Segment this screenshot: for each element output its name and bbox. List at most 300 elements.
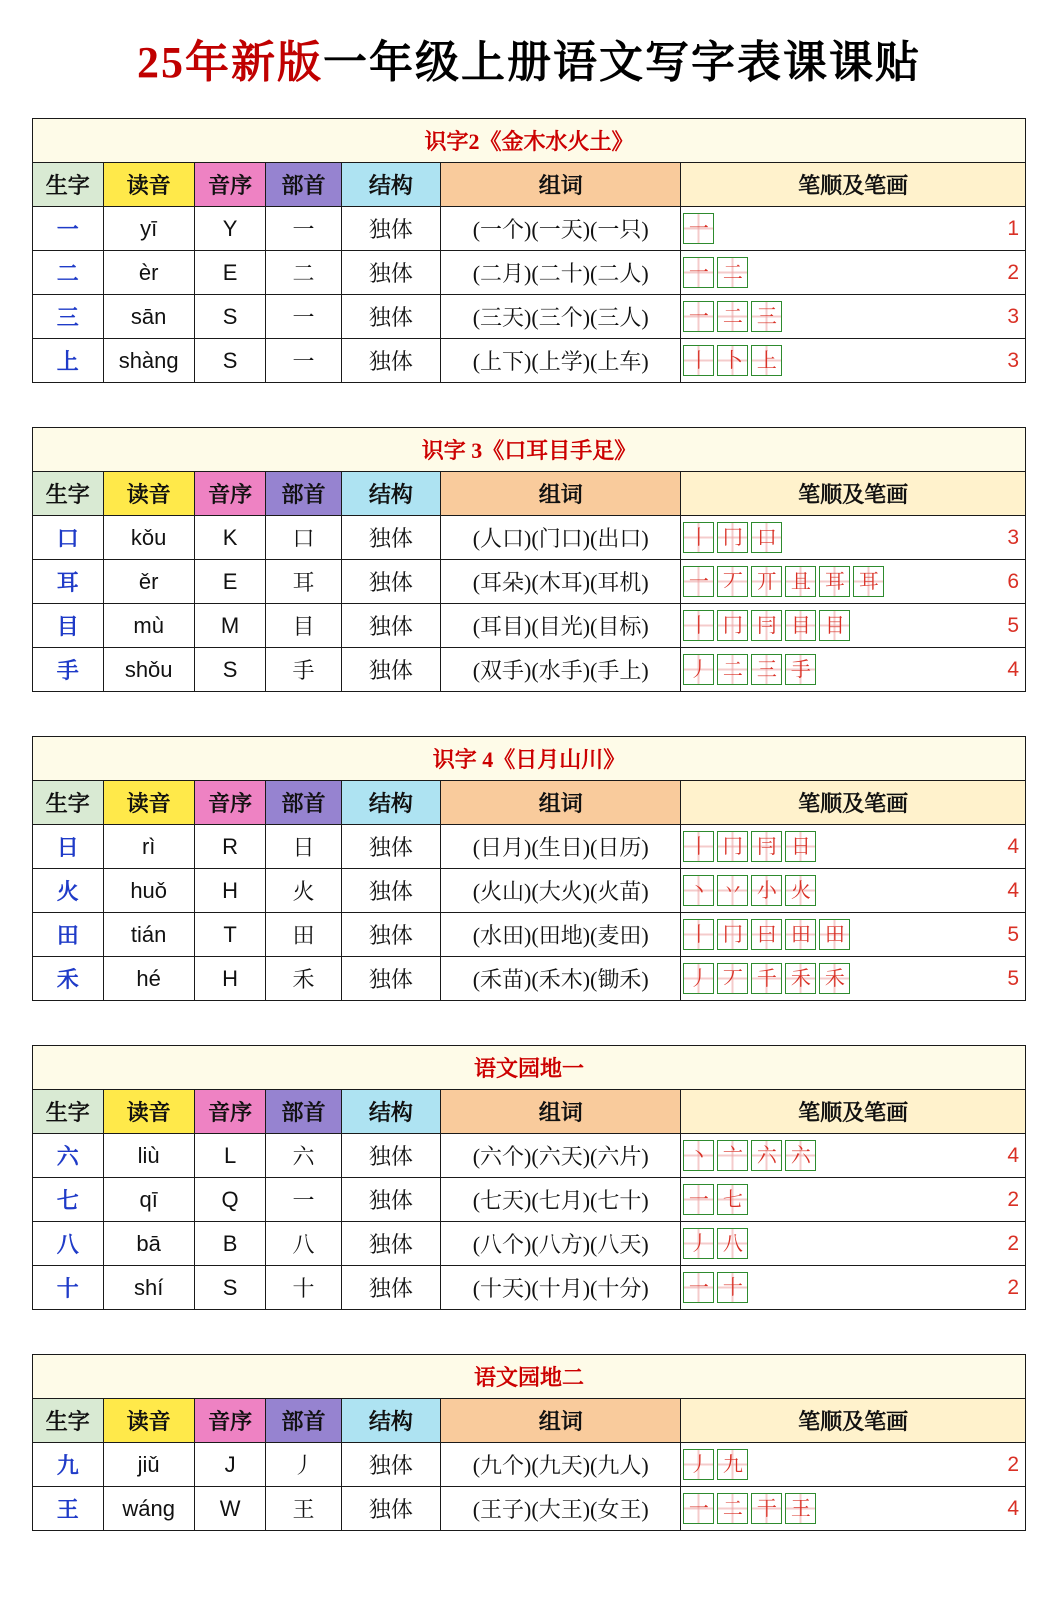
column-header-pinyin: 读音 (103, 163, 194, 207)
stroke-practice-box: 千 (751, 963, 782, 994)
structure-cell: 独体 (341, 339, 440, 383)
stroke-order-cell (681, 560, 1026, 604)
stroke-practice-box: 火 (785, 875, 816, 906)
table-row (33, 339, 1026, 383)
character-cell: 火 (33, 869, 104, 913)
alphabetical-initial-cell: S (194, 1266, 265, 1310)
alphabetical-initial-cell: R (194, 825, 265, 869)
column-header-hanzi: 生字 (33, 1090, 104, 1134)
stroke-practice-box: 丿 (683, 1449, 714, 1480)
table-row (33, 516, 1026, 560)
radical-cell: 耳 (266, 560, 341, 604)
stroke-practice-box: 目 (819, 610, 850, 641)
column-header-strokes: 笔顺及笔画 (681, 1399, 1026, 1443)
stroke-order-cell (681, 957, 1026, 1001)
stroke-practice-box: 一 (683, 257, 714, 288)
column-header-structure: 结构 (341, 1090, 440, 1134)
stroke-order-cell (681, 516, 1026, 560)
alphabetical-initial-cell: H (194, 957, 265, 1001)
pinyin-cell: sān (103, 295, 194, 339)
stroke-order-cell (681, 825, 1026, 869)
pinyin-cell: hé (103, 957, 194, 1001)
alphabetical-initial-cell: M (194, 604, 265, 648)
column-header-strokes: 笔顺及笔画 (681, 1090, 1026, 1134)
table-row (33, 648, 1026, 692)
stroke-count: 4 (1007, 1143, 1019, 1167)
radical-cell: 二 (266, 251, 341, 295)
stroke-practice-box: 一 (683, 1184, 714, 1215)
stroke-practice-box: 冂 (717, 522, 748, 553)
stroke-practice-box: 七 (717, 1184, 748, 1215)
stroke-practice-box: 干 (751, 1493, 782, 1524)
word-combinations-cell: (耳朵)(木耳)(耳机) (441, 560, 681, 604)
column-header-words: 组词 (441, 781, 681, 825)
character-cell: 二 (33, 251, 104, 295)
section-title-row (33, 1355, 1026, 1399)
stroke-count: 2 (1007, 1231, 1019, 1255)
radical-cell: 手 (266, 648, 341, 692)
stroke-practice-box: 丌 (751, 566, 782, 597)
alphabetical-initial-cell: S (194, 648, 265, 692)
stroke-practice-box: 三 (751, 654, 782, 685)
stroke-count: 5 (1007, 966, 1019, 990)
stroke-order-cell (681, 339, 1026, 383)
column-header-hanzi: 生字 (33, 163, 104, 207)
stroke-order-sequence (683, 257, 1023, 288)
pinyin-cell: yī (103, 207, 194, 251)
stroke-count: 5 (1007, 922, 1019, 946)
structure-cell: 独体 (341, 1443, 440, 1487)
radical-cell: 王 (266, 1487, 341, 1531)
stroke-order-cell (681, 869, 1026, 913)
section-title-row (33, 119, 1026, 163)
stroke-order-cell (681, 1178, 1026, 1222)
column-header-row (33, 472, 1026, 516)
column-header-structure: 结构 (341, 781, 440, 825)
stroke-count: 2 (1007, 1187, 1019, 1211)
pinyin-cell: shí (103, 1266, 194, 1310)
structure-cell: 独体 (341, 207, 440, 251)
stroke-order-sequence (683, 654, 1023, 685)
stroke-practice-box: 冃 (751, 610, 782, 641)
character-cell: 七 (33, 1178, 104, 1222)
stroke-practice-box: 耳 (819, 566, 850, 597)
column-header-words: 组词 (441, 1399, 681, 1443)
stroke-order-cell (681, 1487, 1026, 1531)
alphabetical-initial-cell: J (194, 1443, 265, 1487)
column-header-radical: 部首 (266, 472, 341, 516)
table-row (33, 869, 1026, 913)
stroke-count: 3 (1007, 525, 1019, 549)
stroke-practice-box: 禾 (785, 963, 816, 994)
column-header-initial: 音序 (194, 472, 265, 516)
radical-cell: 目 (266, 604, 341, 648)
stroke-practice-box: 田 (819, 919, 850, 950)
section-title: 识字2《金木水火土》 (33, 119, 1026, 163)
structure-cell: 独体 (341, 251, 440, 295)
word-combinations-cell: (日月)(生日)(日历) (441, 825, 681, 869)
stroke-practice-box: 丨 (683, 610, 714, 641)
alphabetical-initial-cell: H (194, 869, 265, 913)
column-header-structure: 结构 (341, 163, 440, 207)
stroke-order-cell (681, 604, 1026, 648)
stroke-practice-box: 口 (751, 522, 782, 553)
character-cell: 三 (33, 295, 104, 339)
stroke-practice-box: 禾 (819, 963, 850, 994)
stroke-practice-box: 日 (785, 831, 816, 862)
pinyin-cell: kǒu (103, 516, 194, 560)
column-header-structure: 结构 (341, 472, 440, 516)
stroke-count: 6 (1007, 569, 1019, 593)
table-row (33, 1134, 1026, 1178)
stroke-practice-box: 曰 (751, 919, 782, 950)
stroke-count: 4 (1007, 657, 1019, 681)
stroke-practice-box: 六 (751, 1140, 782, 1171)
word-combinations-cell: (双手)(水手)(手上) (441, 648, 681, 692)
stroke-order-cell (681, 295, 1026, 339)
stroke-practice-box: 冃 (751, 831, 782, 862)
section-title: 语文园地一 (33, 1046, 1026, 1090)
pinyin-cell: mù (103, 604, 194, 648)
stroke-practice-box: 亠 (717, 1140, 748, 1171)
character-cell: 禾 (33, 957, 104, 1001)
alphabetical-initial-cell: K (194, 516, 265, 560)
structure-cell: 独体 (341, 913, 440, 957)
stroke-practice-box: 九 (717, 1449, 748, 1480)
column-header-strokes: 笔顺及笔画 (681, 472, 1026, 516)
word-combinations-cell: (九个)(九天)(九人) (441, 1443, 681, 1487)
column-header-words: 组词 (441, 163, 681, 207)
pinyin-cell: bā (103, 1222, 194, 1266)
stroke-practice-box: 丿 (683, 963, 714, 994)
stroke-order-sequence (683, 1272, 1023, 1303)
stroke-order-sequence (683, 1184, 1023, 1215)
stroke-practice-box: 二 (717, 301, 748, 332)
stroke-practice-box: 小 (751, 875, 782, 906)
stroke-practice-box: 丿 (683, 1228, 714, 1259)
alphabetical-initial-cell: T (194, 913, 265, 957)
stroke-practice-box: 耳 (853, 566, 884, 597)
column-header-radical: 部首 (266, 1090, 341, 1134)
radical-cell: 火 (266, 869, 341, 913)
stroke-practice-box: 一 (683, 213, 714, 244)
section-title: 识字 4《日月山川》 (33, 737, 1026, 781)
stroke-order-cell (681, 1443, 1026, 1487)
word-combinations-cell: (上下)(上学)(上车) (441, 339, 681, 383)
radical-cell: 一 (266, 207, 341, 251)
stroke-order-sequence (683, 345, 1023, 376)
alphabetical-initial-cell: E (194, 560, 265, 604)
stroke-count: 2 (1007, 1275, 1019, 1299)
section-title-row (33, 1046, 1026, 1090)
stroke-order-sequence (683, 213, 1023, 244)
word-combinations-cell: (十天)(十月)(十分) (441, 1266, 681, 1310)
character-cell: 九 (33, 1443, 104, 1487)
radical-cell: 八 (266, 1222, 341, 1266)
column-header-initial: 音序 (194, 1399, 265, 1443)
stroke-count: 2 (1007, 1452, 1019, 1476)
alphabetical-initial-cell: Y (194, 207, 265, 251)
stroke-order-sequence (683, 566, 1023, 597)
radical-cell: 六 (266, 1134, 341, 1178)
column-header-hanzi: 生字 (33, 781, 104, 825)
column-header-pinyin: 读音 (103, 1090, 194, 1134)
word-combinations-cell: (耳目)(目光)(目标) (441, 604, 681, 648)
stroke-count: 4 (1007, 878, 1019, 902)
column-header-row (33, 1399, 1026, 1443)
pinyin-cell: èr (103, 251, 194, 295)
table-row (33, 825, 1026, 869)
table-row (33, 1266, 1026, 1310)
table-row (33, 604, 1026, 648)
pinyin-cell: huǒ (103, 869, 194, 913)
stroke-order-sequence (683, 1493, 1023, 1524)
word-combinations-cell: (禾苗)(禾木)(锄禾) (441, 957, 681, 1001)
character-cell: 王 (33, 1487, 104, 1531)
stroke-practice-box: 丨 (683, 831, 714, 862)
structure-cell: 独体 (341, 825, 440, 869)
character-cell: 十 (33, 1266, 104, 1310)
stroke-order-sequence (683, 610, 1023, 641)
section-title: 识字 3《口耳目手足》 (33, 428, 1026, 472)
stroke-practice-box: 三 (751, 301, 782, 332)
column-header-strokes: 笔顺及笔画 (681, 163, 1026, 207)
word-combinations-cell: (六个)(六天)(六片) (441, 1134, 681, 1178)
character-cell: 田 (33, 913, 104, 957)
structure-cell: 独体 (341, 957, 440, 1001)
table-row (33, 1178, 1026, 1222)
character-cell: 一 (33, 207, 104, 251)
structure-cell: 独体 (341, 648, 440, 692)
pinyin-cell: shǒu (103, 648, 194, 692)
column-header-radical: 部首 (266, 781, 341, 825)
column-header-pinyin: 读音 (103, 1399, 194, 1443)
word-combinations-cell: (八个)(八方)(八天) (441, 1222, 681, 1266)
stroke-practice-box: 丨 (683, 522, 714, 553)
pinyin-cell: ěr (103, 560, 194, 604)
stroke-practice-box: 上 (751, 345, 782, 376)
structure-cell: 独体 (341, 516, 440, 560)
stroke-order-sequence (683, 522, 1023, 553)
column-header-words: 组词 (441, 472, 681, 516)
stroke-order-cell (681, 648, 1026, 692)
stroke-count: 5 (1007, 613, 1019, 637)
table-row (33, 251, 1026, 295)
lesson-table (32, 1354, 1026, 1531)
stroke-practice-box: 一 (683, 566, 714, 597)
column-header-hanzi: 生字 (33, 472, 104, 516)
stroke-practice-box: 一 (683, 1272, 714, 1303)
word-combinations-cell: (王子)(大王)(女王) (441, 1487, 681, 1531)
table-row (33, 913, 1026, 957)
lesson-table (32, 427, 1026, 692)
stroke-practice-box: 丿 (683, 654, 714, 685)
structure-cell: 独体 (341, 1134, 440, 1178)
stroke-order-sequence (683, 1449, 1023, 1480)
column-header-pinyin: 读音 (103, 472, 194, 516)
stroke-count: 2 (1007, 260, 1019, 284)
stroke-practice-box: 冂 (717, 610, 748, 641)
table-row (33, 957, 1026, 1001)
stroke-order-sequence (683, 1140, 1023, 1171)
word-combinations-cell: (一个)(一天)(一只) (441, 207, 681, 251)
section-title-row (33, 737, 1026, 781)
stroke-order-cell (681, 1222, 1026, 1266)
word-combinations-cell: (人口)(门口)(出口) (441, 516, 681, 560)
stroke-order-cell (681, 251, 1026, 295)
table-row (33, 1487, 1026, 1531)
stroke-practice-box: 丷 (717, 875, 748, 906)
stroke-practice-box: 目 (785, 610, 816, 641)
structure-cell: 独体 (341, 295, 440, 339)
page-title-text: 一年级上册语文写字表课课贴 (323, 38, 921, 87)
stroke-practice-box: 冂 (717, 831, 748, 862)
stroke-practice-box: 丶 (683, 1140, 714, 1171)
pinyin-cell: liù (103, 1134, 194, 1178)
radical-cell: 田 (266, 913, 341, 957)
character-cell: 日 (33, 825, 104, 869)
word-combinations-cell: (二月)(二十)(二人) (441, 251, 681, 295)
pinyin-cell: jiǔ (103, 1443, 194, 1487)
stroke-practice-box: 丶 (683, 875, 714, 906)
lesson-table (32, 736, 1026, 1001)
stroke-count: 3 (1007, 304, 1019, 328)
stroke-order-cell (681, 1134, 1026, 1178)
structure-cell: 独体 (341, 1222, 440, 1266)
table-row (33, 560, 1026, 604)
stroke-practice-box: 手 (785, 654, 816, 685)
alphabetical-initial-cell: L (194, 1134, 265, 1178)
word-combinations-cell: (水田)(田地)(麦田) (441, 913, 681, 957)
stroke-count: 4 (1007, 834, 1019, 858)
column-header-row (33, 781, 1026, 825)
pinyin-cell: wáng (103, 1487, 194, 1531)
column-header-words: 组词 (441, 1090, 681, 1134)
radical-cell: 十 (266, 1266, 341, 1310)
alphabetical-initial-cell: S (194, 339, 265, 383)
table-row (33, 1443, 1026, 1487)
stroke-practice-box: 一 (683, 301, 714, 332)
stroke-order-sequence (683, 963, 1023, 994)
stroke-practice-box: 丨 (683, 919, 714, 950)
table-row (33, 295, 1026, 339)
page-title-edition: 25年新版 (137, 38, 323, 87)
lesson-table (32, 1045, 1026, 1310)
stroke-order-sequence (683, 301, 1023, 332)
word-combinations-cell: (七天)(七月)(七十) (441, 1178, 681, 1222)
alphabetical-initial-cell: B (194, 1222, 265, 1266)
structure-cell: 独体 (341, 869, 440, 913)
character-cell: 上 (33, 339, 104, 383)
pinyin-cell: qī (103, 1178, 194, 1222)
table-row (33, 207, 1026, 251)
alphabetical-initial-cell: W (194, 1487, 265, 1531)
structure-cell: 独体 (341, 1266, 440, 1310)
stroke-practice-box: 丆 (717, 963, 748, 994)
structure-cell: 独体 (341, 604, 440, 648)
character-cell: 口 (33, 516, 104, 560)
stroke-order-sequence (683, 831, 1023, 862)
stroke-order-cell (681, 207, 1026, 251)
radical-cell: 一 (266, 339, 341, 383)
stroke-practice-box: 二 (717, 257, 748, 288)
structure-cell: 独体 (341, 1487, 440, 1531)
stroke-practice-box: 八 (717, 1228, 748, 1259)
stroke-practice-box: 卜 (717, 345, 748, 376)
pinyin-cell: shàng (103, 339, 194, 383)
column-header-row (33, 163, 1026, 207)
radical-cell: 口 (266, 516, 341, 560)
radical-cell: 日 (266, 825, 341, 869)
stroke-practice-box: 二 (717, 654, 748, 685)
stroke-order-cell (681, 913, 1026, 957)
word-combinations-cell: (火山)(大火)(火苗) (441, 869, 681, 913)
stroke-practice-box: 冂 (717, 919, 748, 950)
column-header-pinyin: 读音 (103, 781, 194, 825)
radical-cell: 一 (266, 1178, 341, 1222)
structure-cell: 独体 (341, 560, 440, 604)
tables (32, 118, 1026, 1531)
stroke-order-cell (681, 1266, 1026, 1310)
character-cell: 目 (33, 604, 104, 648)
pinyin-cell: rì (103, 825, 194, 869)
stroke-count: 1 (1007, 216, 1019, 240)
alphabetical-initial-cell: S (194, 295, 265, 339)
word-combinations-cell: (三天)(三个)(三人) (441, 295, 681, 339)
stroke-order-sequence (683, 1228, 1023, 1259)
stroke-count: 4 (1007, 1496, 1019, 1520)
character-cell: 手 (33, 648, 104, 692)
character-cell: 八 (33, 1222, 104, 1266)
alphabetical-initial-cell: Q (194, 1178, 265, 1222)
column-header-initial: 音序 (194, 163, 265, 207)
alphabetical-initial-cell: E (194, 251, 265, 295)
stroke-practice-box: 王 (785, 1493, 816, 1524)
radical-cell: 一 (266, 295, 341, 339)
column-header-structure: 结构 (341, 1399, 440, 1443)
stroke-order-sequence (683, 875, 1023, 906)
column-header-initial: 音序 (194, 781, 265, 825)
column-header-hanzi: 生字 (33, 1399, 104, 1443)
lesson-table (32, 118, 1026, 383)
column-header-initial: 音序 (194, 1090, 265, 1134)
radical-cell: 丿 (266, 1443, 341, 1487)
stroke-order-sequence (683, 919, 1023, 950)
pinyin-cell: tián (103, 913, 194, 957)
column-header-strokes: 笔顺及笔画 (681, 781, 1026, 825)
radical-cell: 禾 (266, 957, 341, 1001)
stroke-practice-box: 十 (717, 1272, 748, 1303)
stroke-practice-box: 田 (785, 919, 816, 950)
table-row (33, 1222, 1026, 1266)
column-header-row (33, 1090, 1026, 1134)
stroke-practice-box: 且 (785, 566, 816, 597)
stroke-practice-box: 二 (717, 1493, 748, 1524)
stroke-count: 3 (1007, 348, 1019, 372)
section-title: 语文园地二 (33, 1355, 1026, 1399)
stroke-practice-box: 六 (785, 1140, 816, 1171)
column-header-radical: 部首 (266, 163, 341, 207)
section-title-row (33, 428, 1026, 472)
column-header-radical: 部首 (266, 1399, 341, 1443)
character-cell: 六 (33, 1134, 104, 1178)
stroke-practice-box: 丨 (683, 345, 714, 376)
stroke-practice-box: 丆 (717, 566, 748, 597)
structure-cell: 独体 (341, 1178, 440, 1222)
stroke-practice-box: 一 (683, 1493, 714, 1524)
character-cell: 耳 (33, 560, 104, 604)
page-title (32, 26, 1026, 90)
